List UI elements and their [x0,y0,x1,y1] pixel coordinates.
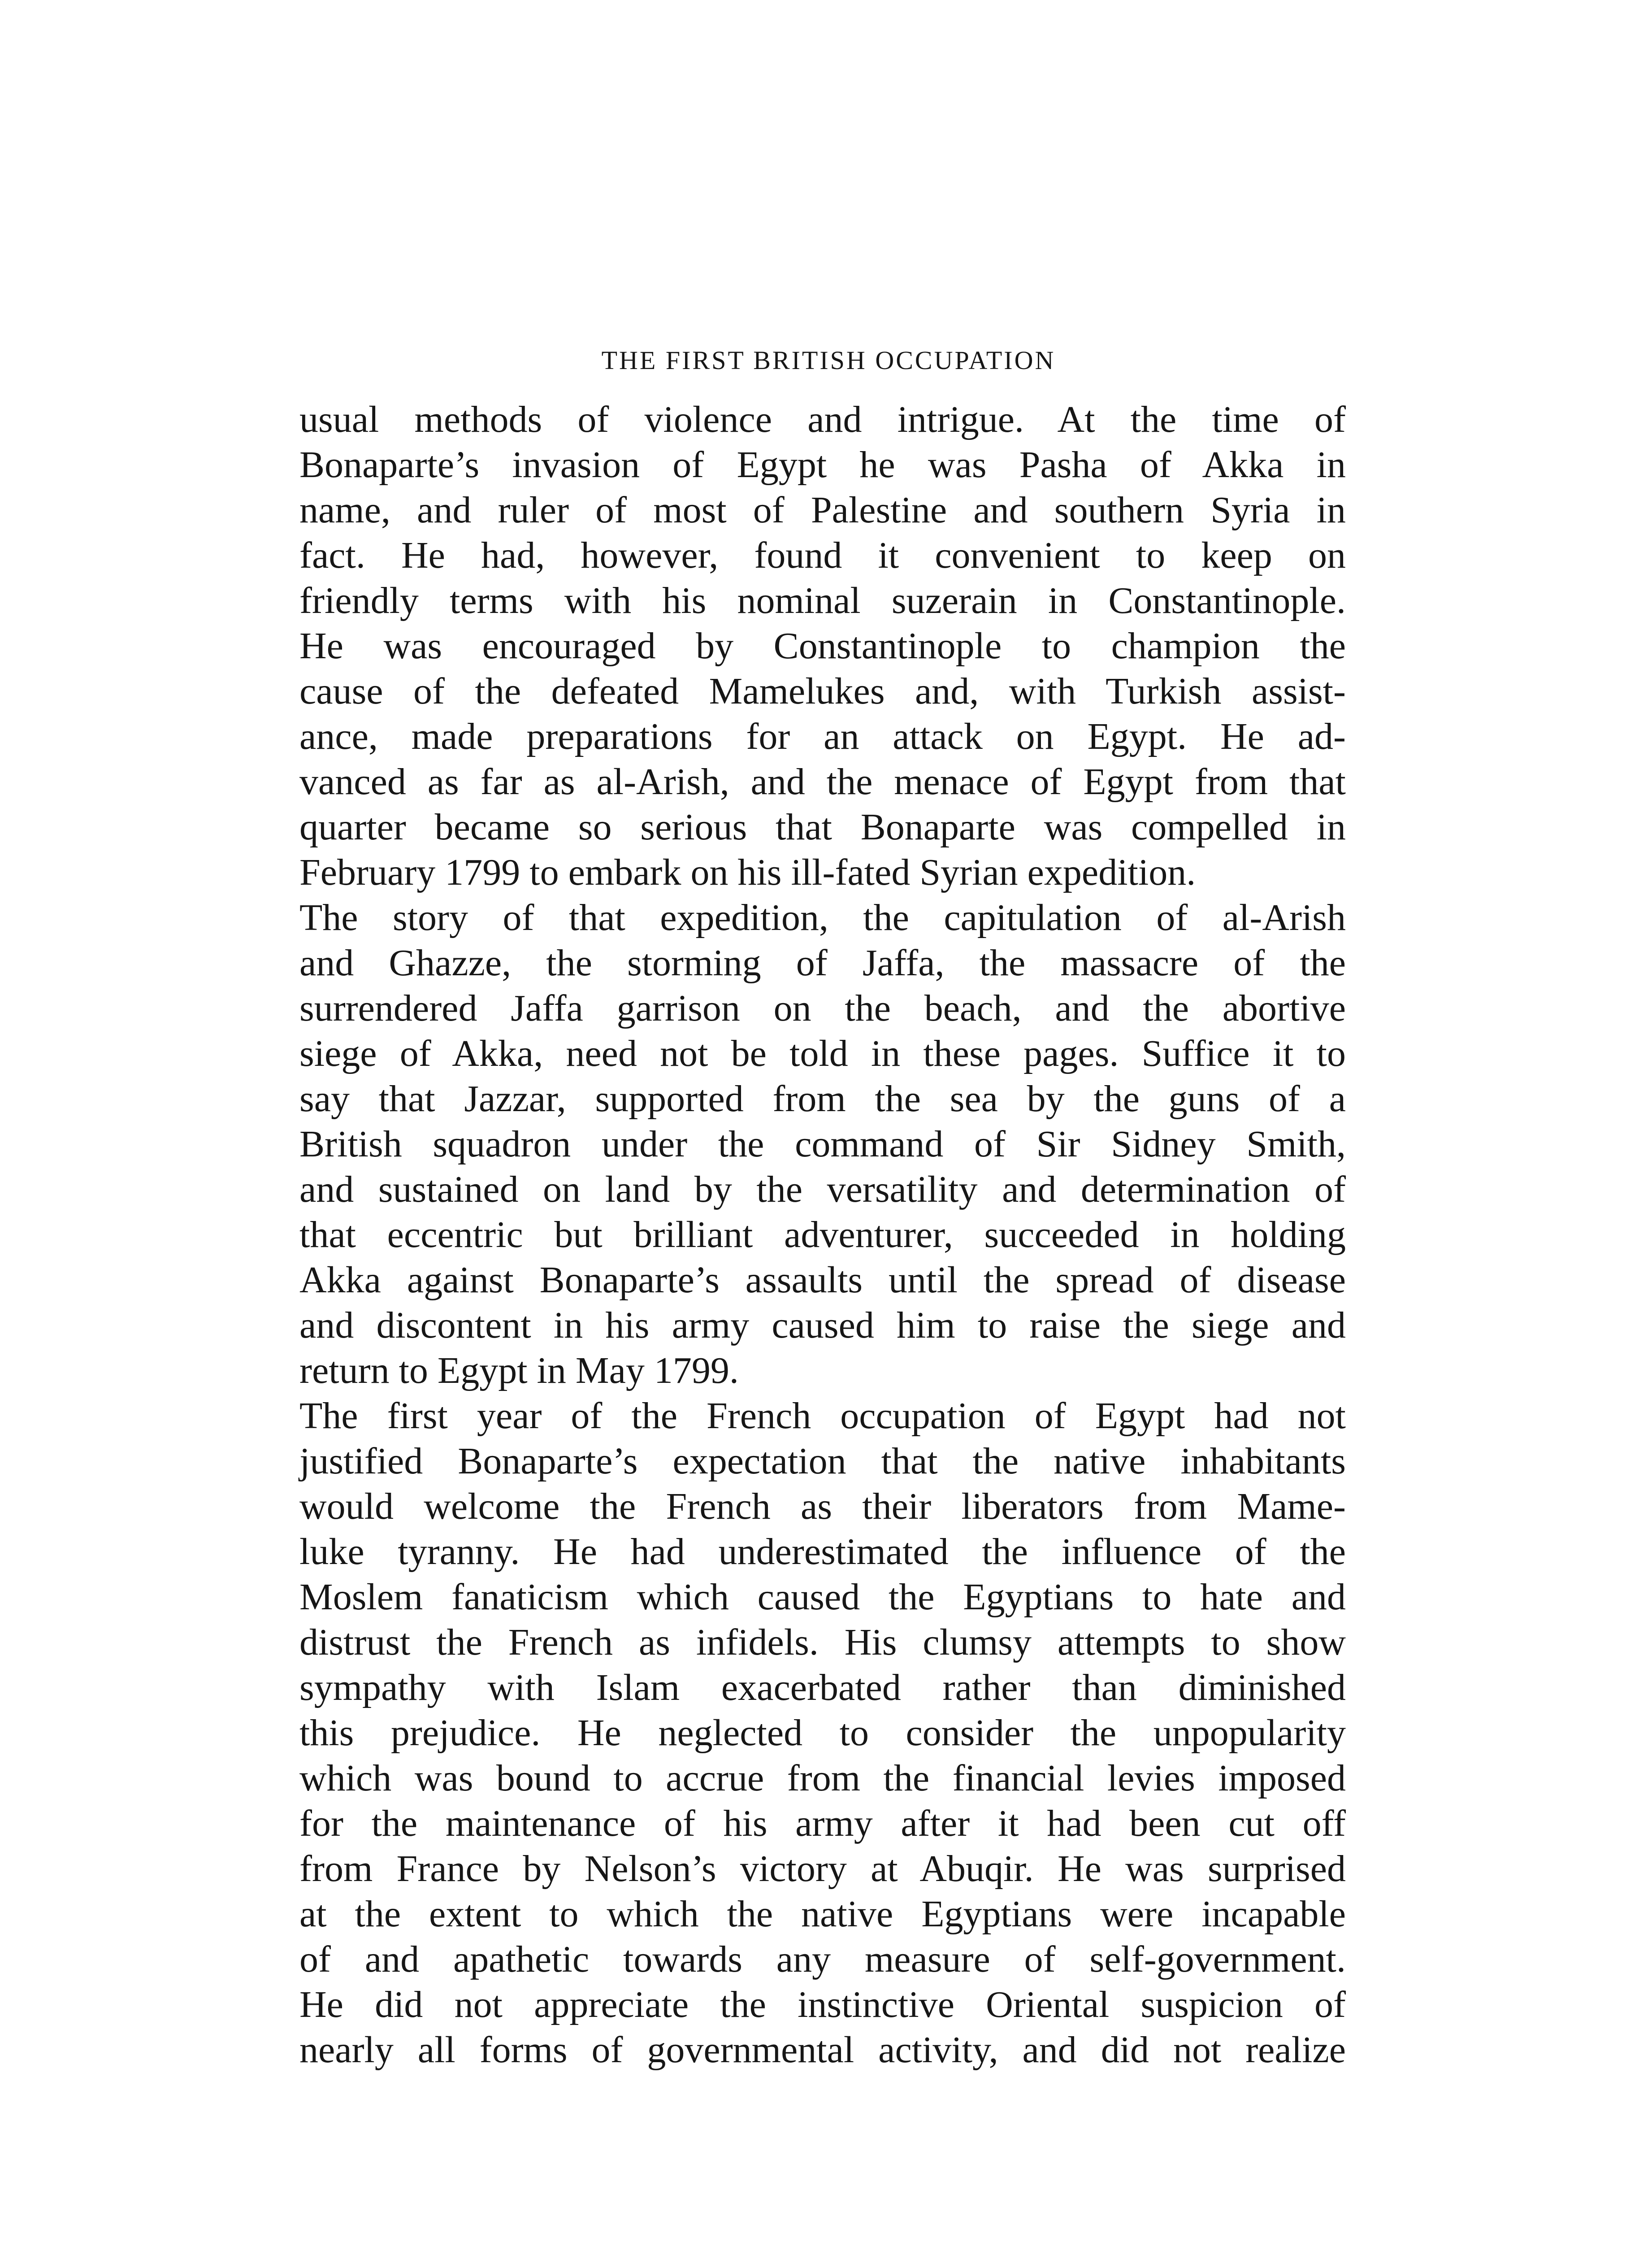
text-line: return to Egypt in May 1799. [299,1350,739,1391]
text-line: cause of the defeated Mamelukes and, with Turkish assist- [299,670,1346,712]
text-line: luke tyranny. He had underestimated the influence of the [299,1531,1346,1573]
text-line: British squadron under the command of Sir Sidney Smith, [299,1123,1346,1165]
text-line: name, and ruler of most of Palestine and southern Syria in [299,489,1346,531]
text-line: vanced as far as al-Arish, and the menace of Egypt from that [299,761,1346,803]
text-line: sympathy with Islam exacerbated rather than diminished [299,1667,1346,1708]
text-line: friendly terms with his nominal suzerain in Constantinople. [299,580,1346,621]
running-head: THE FIRST BRITISH OCCUPATION [601,346,1056,375]
text-line: ance, made preparations for an attack on Egypt. He ad- [299,716,1346,757]
text-line: that eccentric but brilliant adventurer, succeeded in holding [299,1214,1346,1256]
text-line: February 1799 to embark on his ill-fated Syrian expedition. [299,852,1196,893]
text-line: Bonaparte’s invasion of Egypt he was Pasha of Akka in [299,444,1346,486]
text-line: from France by Nelson’s victory at Abuqir. He was surprised [299,1848,1346,1890]
text-line: surrendered Jaffa garrison on the beach, and the abortive [299,987,1346,1029]
text-line: nearly all forms of governmental activity, and did not realize [299,2029,1346,2071]
text-line: usual methods of violence and intrigue. At the time of [299,399,1346,440]
text-line: Moslem fanaticism which caused the Egyptians to hate and [299,1576,1346,1618]
text-line: He did not appreciate the instinctive Oriental suspicion of [299,1984,1346,2025]
body-text [299,397,1346,2073]
text-line: and discontent in his army caused him to raise the siege and [299,1304,1346,1346]
text-line: of and apathetic towards any measure of self-government. [299,1938,1346,1980]
text-line: and sustained on land by the versatility and determination of [299,1169,1346,1210]
text-line: distrust the French as infidels. His clumsy attempts to show [299,1621,1346,1663]
text-line: this prejudice. He neglected to consider the unpopularity [299,1712,1346,1754]
text-line: quarter became so serious that Bonaparte was compelled in [299,806,1346,848]
text-line: The story of that expedition, the capitulation of al-Arish [299,897,1346,939]
text-line: at the extent to which the native Egyptians were incapable [299,1893,1346,1935]
text-line: fact. He had, however, found it convenient to keep on [299,534,1346,576]
text-line: would welcome the French as their liberators from Mame- [299,1486,1346,1527]
text-line: justified Bonaparte’s expectation that the native inhabitants [299,1440,1346,1482]
text-line: and Ghazze, the storming of Jaffa, the massacre of the [299,942,1346,984]
text-line: for the maintenance of his army after it had been cut off [299,1803,1346,1844]
text-line: say that Jazzar, supported from the sea by the guns of a [299,1078,1346,1120]
text-line: siege of Akka, need not be told in these pages. Suffice it to [299,1033,1346,1074]
text-line: which was bound to accrue from the financial levies imposed [299,1757,1346,1799]
text-line: He was encouraged by Constantinople to champion the [299,625,1346,667]
text-line: Akka against Bonaparte’s assaults until the spread of disease [299,1259,1346,1301]
text-line: The first year of the French occupation of Egypt had not [299,1395,1346,1437]
